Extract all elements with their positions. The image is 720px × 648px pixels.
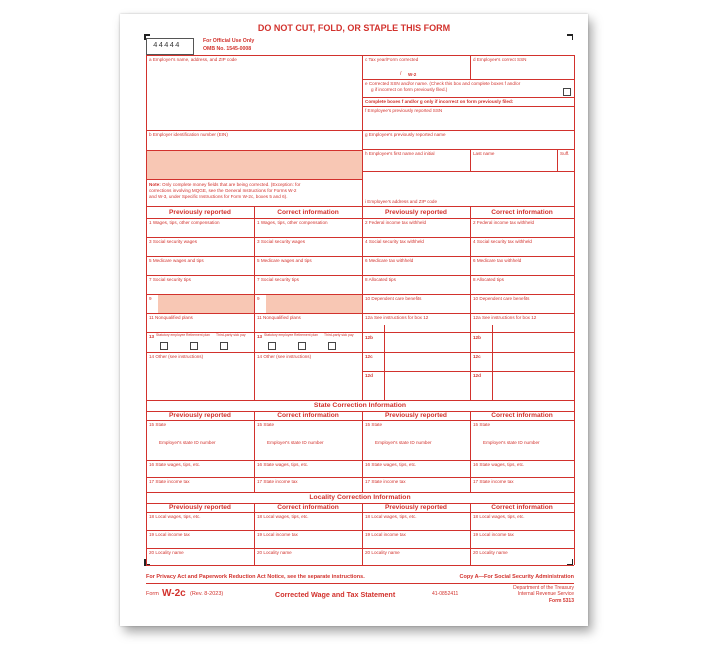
rule-12-code-prev — [384, 325, 385, 400]
state-15-col4: 15 State — [473, 422, 491, 427]
rule-row-12c — [362, 371, 574, 372]
rule-state-headers — [146, 420, 574, 421]
copy-a-label: Copy A—For Social Security Administration — [459, 574, 574, 580]
rule-state-bottom — [146, 492, 574, 493]
col-header-correct-left: Correct information — [277, 209, 339, 216]
box-3-correct: 3 Social security wages — [257, 239, 306, 244]
local-19-col2: 19 Local income tax — [257, 532, 298, 537]
box-6-prev: 6 Medicare tax withheld — [365, 258, 414, 263]
col-header-prev-left: Previously reported — [169, 209, 231, 216]
box-7-correct: 7 Social security tips — [257, 277, 299, 282]
rule-h-bottom — [362, 171, 574, 172]
form-number: Form 5313 — [548, 598, 574, 604]
rule-a-bottom — [146, 130, 362, 131]
box-12a-correct: 12a See instructions for box 12 — [473, 315, 537, 320]
note-line-2: corrections involving MQGE, see the General Instructions for Forms W-2 — [149, 188, 297, 194]
rule-state-col-2 — [362, 411, 363, 492]
rule-state-row-2 — [146, 477, 574, 478]
box-1-prev: 1 Wages, tips, other compensation — [149, 220, 220, 225]
box-14-prev: 14 Other (see instructions) — [149, 354, 204, 359]
rule-headers-bottom — [146, 218, 574, 219]
locality-section-title: Locality Correction Information — [309, 494, 411, 501]
box-h-last: Last name — [473, 151, 495, 156]
local-18-col2: 18 Local wages, tips, etc. — [257, 514, 309, 519]
box-10-correct: 10 Dependent care benefits — [473, 296, 530, 301]
rule-f-bottom — [362, 130, 574, 131]
box-12b-correct: 12b — [473, 335, 481, 340]
rule-row-1 — [146, 237, 574, 238]
state-16-col2: 16 State wages, tips, etc. — [257, 462, 309, 467]
form-statement: Corrected Wage and Tax Statement — [275, 590, 396, 599]
box-11-prev: 11 Nonqualified plans — [149, 315, 193, 320]
local-20-col4: 20 Locality name — [473, 550, 508, 555]
box-13-correct-statutory-checkbox[interactable] — [268, 342, 276, 350]
state-id-col1: Employer's state ID number — [159, 440, 216, 445]
state-id-col3: Employer's state ID number — [375, 440, 432, 445]
box-c-label: c Tax year/Form corrected — [365, 57, 419, 62]
box-3-prev: 3 Social security wages — [149, 239, 198, 244]
local-18-col3: 18 Local wages, tips, etc. — [365, 514, 417, 519]
box-13-correct-retirement-checkbox[interactable] — [298, 342, 306, 350]
rule-locality-col-2 — [362, 503, 363, 565]
form-word: Form — [146, 591, 159, 597]
rule-state-row-1 — [146, 460, 574, 461]
locality-header-correct-left: Correct information — [277, 504, 339, 511]
rule-top — [146, 55, 574, 56]
complete-fg-note: Complete boxes f and/or g only if incorrect on form previously filed: — [365, 99, 514, 104]
box-13-prev-thirdparty: Third-party sick pay — [216, 333, 246, 337]
local-19-col1: 19 Local income tax — [149, 532, 190, 537]
rule-row-5 — [146, 313, 574, 314]
rule-h-suff-divider — [557, 149, 558, 171]
note-bold: Note: — [149, 182, 161, 187]
note-text — [149, 182, 359, 201]
state-17-col3: 17 State income tax — [365, 479, 406, 484]
box-g-label: g Employee's previously reported name — [365, 132, 446, 137]
rule-cd-bottom — [362, 79, 574, 80]
state-17-col2: 17 State income tax — [257, 479, 298, 484]
rule-cd-divider — [470, 55, 471, 79]
box-5-correct: 5 Medicare wages and tips — [257, 258, 312, 263]
local-20-col3: 20 Locality name — [365, 550, 400, 555]
rule-right — [574, 55, 575, 565]
box-2-prev: 2 Federal income tax withheld — [365, 220, 427, 225]
dept-irs: Internal Revenue Service — [517, 591, 574, 597]
local-20-col1: 20 Locality name — [149, 550, 184, 555]
box-13-prev-thirdparty-checkbox[interactable] — [220, 342, 228, 350]
rule-footer — [146, 583, 574, 584]
box-9-correct-shade — [266, 295, 362, 313]
locality-header-prev-right: Previously reported — [385, 504, 447, 511]
rule-row-13 — [146, 352, 362, 353]
crop-mark-tr-v — [572, 34, 574, 40]
local-18-col1: 18 Local wages, tips, etc. — [149, 514, 201, 519]
box-2-correct: 2 Federal income tax withheld — [473, 220, 535, 225]
state-id-col4: Employer's state ID number — [483, 440, 540, 445]
form-name: W-2c — [162, 588, 186, 599]
rule-state-col-1 — [254, 411, 255, 492]
box-c-form: W-2 — [408, 71, 417, 77]
state-section-title: State Correction Information — [313, 402, 407, 409]
box-i-label: i Employee's address and ZIP code — [365, 199, 438, 204]
rule-g-bottom — [362, 149, 574, 150]
rule-locality-col-3 — [470, 503, 471, 565]
box-e-line-2: g if incorrect on form previously filed.) — [371, 87, 448, 92]
box-1-correct: 1 Wages, tips, other compensation — [257, 220, 328, 225]
locality-header-correct-right: Correct information — [491, 504, 553, 511]
box-13-prev-retirement-checkbox[interactable] — [190, 342, 198, 350]
state-17-col1: 17 State income tax — [149, 479, 190, 484]
state-15-col2: 15 State — [257, 422, 275, 427]
state-header-prev-left: Previously reported — [169, 412, 231, 419]
box-8-correct: 8 Allocated tips — [473, 277, 504, 282]
box-b-label: b Employer identification number (EIN) — [149, 132, 228, 137]
box-b-shaded-area — [147, 151, 362, 179]
box-9-prev: 9 — [149, 296, 152, 301]
local-18-col4: 18 Local wages, tips, etc. — [473, 514, 525, 519]
box-13-correct-statutory: Statutory employee — [264, 333, 294, 337]
form-title: DO NOT CUT, FOLD, OR STAPLE THIS FORM — [257, 23, 451, 33]
state-15-col1: 15 State — [149, 422, 167, 427]
col-header-correct-right: Correct information — [491, 209, 553, 216]
locality-header-prev-left: Previously reported — [169, 504, 231, 511]
local-20-col2: 20 Locality name — [257, 550, 292, 555]
rule-headers-top — [146, 206, 574, 207]
box-13-correct-thirdparty-checkbox[interactable] — [328, 342, 336, 350]
box-10-prev: 10 Dependent care benefits — [365, 296, 422, 301]
rule-state-col-3 — [470, 411, 471, 492]
state-id-col2: Employer's state ID number — [267, 440, 324, 445]
rule-12-code-correct — [492, 325, 493, 400]
rule-e-bottom — [362, 97, 574, 98]
dept-treasury: Department of the Treasury — [513, 585, 574, 591]
privacy-notice: For Privacy Act and Paperwork Reduction Act Notice, see the separate instructions. — [146, 574, 365, 580]
local-19-col3: 19 Local income tax — [365, 532, 406, 537]
box-d-label: d Employee's correct SSN — [473, 57, 527, 62]
rule-fg-note — [362, 106, 574, 107]
rule-row-3 — [146, 275, 574, 276]
box-7-prev: 7 Social security tips — [149, 277, 191, 282]
box-13-prev-statutory: Statutory employee — [156, 333, 186, 337]
box-e-checkbox[interactable] — [563, 88, 571, 96]
state-16-col1: 16 State wages, tips, etc. — [149, 462, 201, 467]
rule-bottom — [146, 565, 574, 566]
rule-locality-row-1 — [146, 530, 574, 531]
box-h-suff: Suff. — [560, 151, 570, 156]
state-17-col4: 17 State income tax — [473, 479, 514, 484]
box-8-prev: 8 Allocated tips — [365, 277, 396, 282]
state-header-prev-right: Previously reported — [385, 412, 447, 419]
box-12d-prev: 12d — [365, 373, 373, 378]
form-id-box — [146, 38, 194, 55]
box-12c-prev: 12c — [365, 354, 373, 359]
box-f-label: f Employee's previously reported SSN — [365, 108, 443, 113]
box-12b-prev: 12b — [365, 335, 373, 340]
w2c-form-sheet — [120, 14, 588, 626]
cat-number: 41-0852411 — [432, 591, 459, 597]
box-13-correct-retirement: Retirement plan — [294, 333, 318, 337]
box-6-correct: 6 Medicare tax withheld — [473, 258, 522, 263]
rule-row-2 — [146, 256, 574, 257]
state-header-correct-left: Correct information — [277, 412, 339, 419]
box-11-correct: 11 Nonqualified plans — [257, 315, 301, 320]
col-header-prev-right: Previously reported — [385, 209, 447, 216]
state-16-col3: 16 State wages, tips, etc. — [365, 462, 417, 467]
rule-locality-col-1 — [254, 503, 255, 565]
rule-locality-headers — [146, 512, 574, 513]
state-16-col4: 16 State wages, tips, etc. — [473, 462, 525, 467]
state-header-correct-right: Correct information — [491, 412, 553, 419]
box-c-slash: / — [400, 71, 402, 77]
box-h-first: h Employee's first name and initial — [365, 151, 435, 156]
local-19-col4: 19 Local income tax — [473, 532, 514, 537]
rule-row-6 — [146, 332, 574, 333]
box-13-correct-num: 13 — [257, 334, 263, 339]
state-15-col3: 15 State — [365, 422, 383, 427]
box-4-prev: 4 Social security tax withheld — [365, 239, 424, 244]
box-12c-correct: 12c — [473, 354, 481, 359]
rule-row-12b — [362, 352, 574, 353]
official-use-label: For Official Use Only — [203, 38, 255, 44]
rule-h-first-divider — [470, 149, 471, 171]
rule-left — [146, 55, 147, 565]
form-revision: (Rev. 8-2023) — [190, 591, 224, 597]
box-9-correct: 9 — [257, 296, 260, 301]
box-12a-prev: 12a See instructions for box 12 — [365, 315, 429, 320]
box-e-line-1: e Corrected SSN and/or name. (Check this box and complete boxes f and/or — [365, 81, 521, 86]
form-id-number: 44444 — [153, 42, 181, 50]
rule-col-1 — [254, 206, 255, 400]
box-13-correct-thirdparty: Third-party sick pay — [324, 333, 354, 337]
rule-b-bottom — [146, 179, 362, 180]
omb-number: OMB No. 1545-0008 — [203, 46, 252, 52]
box-13-prev-num: 13 — [149, 334, 155, 339]
box-9-prev-shade — [158, 295, 254, 313]
box-5-prev: 5 Medicare wages and tips — [149, 258, 204, 263]
box-4-correct: 4 Social security tax withheld — [473, 239, 532, 244]
box-12d-correct: 12d — [473, 373, 481, 378]
rule-locality-row-2 — [146, 548, 574, 549]
box-13-prev-retirement: Retirement plan — [186, 333, 210, 337]
box-a-label: a Employer's name, address, and ZIP code — [149, 57, 237, 62]
box-14-correct: 14 Other (see instructions) — [257, 354, 312, 359]
rule-main-bottom — [146, 400, 574, 401]
note-line-3: and W-3, under Specific Instructions for Form W-2c, boxes 5 and 6). — [149, 194, 288, 200]
box-13-prev-statutory-checkbox[interactable] — [160, 342, 168, 350]
note-line-1: Only complete money fields that are being corrected. (Exception: for — [160, 182, 301, 187]
